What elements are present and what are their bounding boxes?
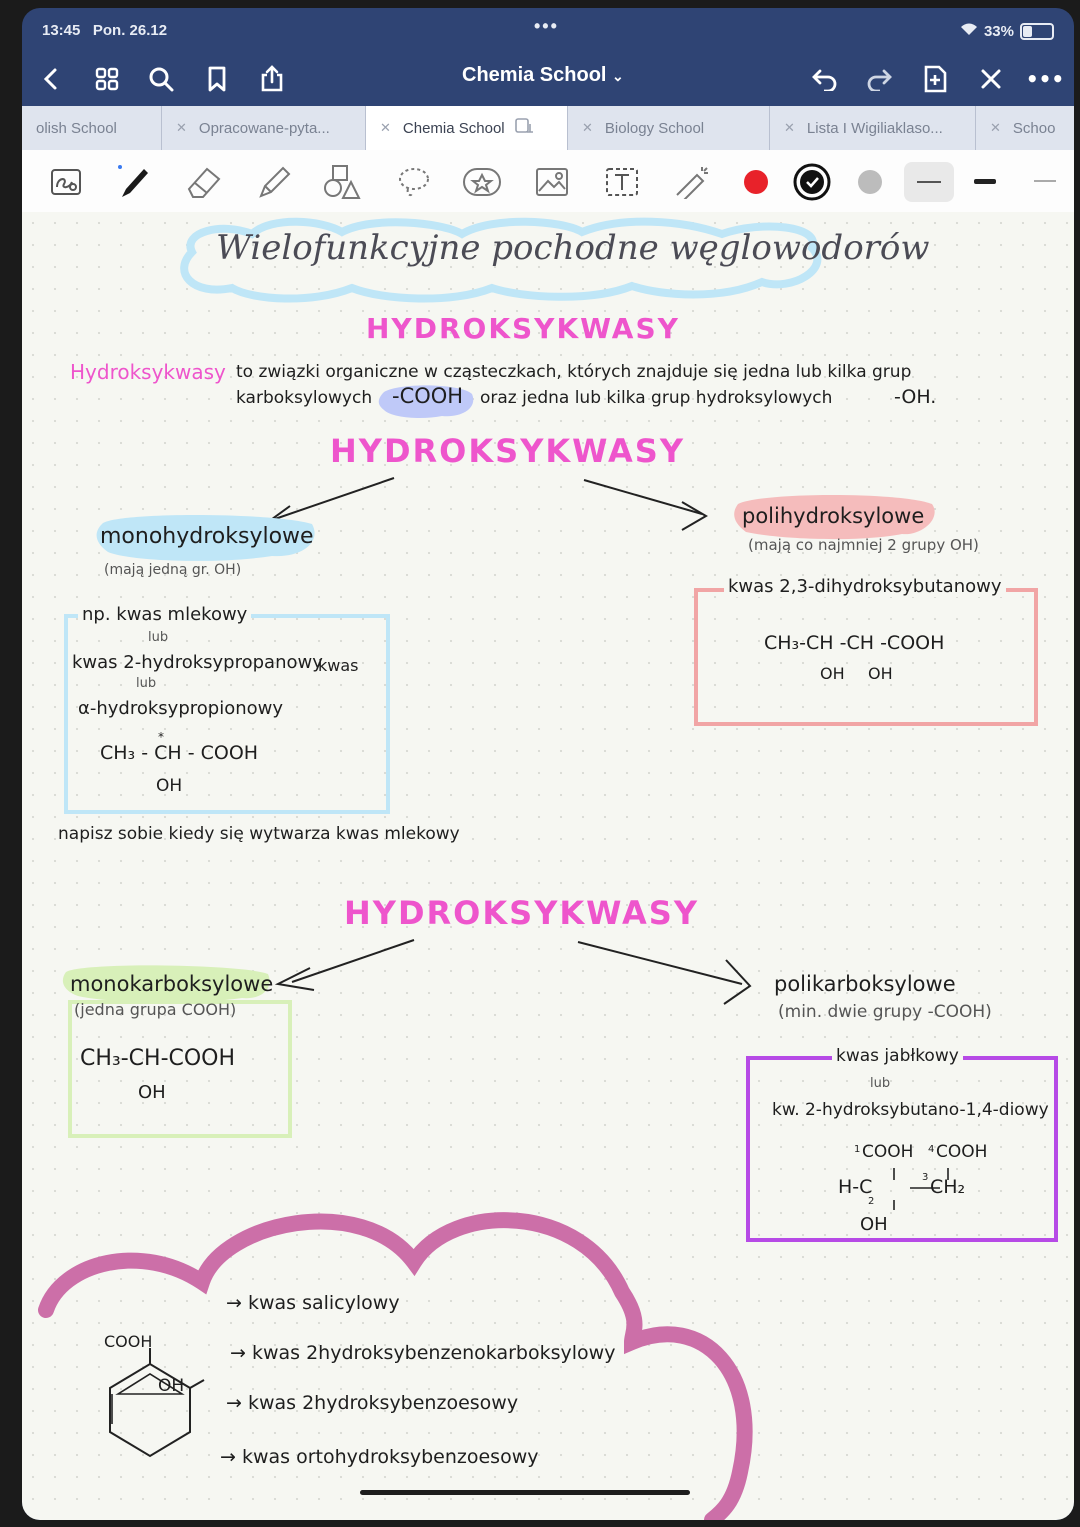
undo-icon[interactable] — [808, 62, 842, 96]
tab-close-icon[interactable]: ✕ — [176, 120, 187, 135]
blue-box-line-1: np. kwas mlekowy — [78, 604, 251, 625]
shapes-icon[interactable] — [322, 162, 362, 202]
tab-lista-wigilia[interactable]: ✕ Lista I Wigiliaklaso... — [770, 106, 976, 150]
arrow-right-head — [682, 502, 706, 530]
text-icon[interactable] — [602, 162, 642, 202]
nav-bar — [22, 50, 1074, 108]
color-gray-swatch[interactable] — [850, 162, 890, 202]
salicyl-name-4: → kwas ortohydroksybenzoesowy — [220, 1446, 539, 1468]
malic-c1-number: 1 — [854, 1144, 861, 1155]
notebook-title[interactable]: Chemia School ⌄ — [462, 64, 624, 86]
heading-hydroksykwasy-2: HYDROKSYKWASY — [330, 432, 686, 470]
salicyl-name-3: → kwas 2hydroksybenzoesowy — [226, 1392, 519, 1414]
lactic-formula: CH₃ - CH - COOH — [100, 742, 259, 764]
red-box-line-1: kwas 2,3-dihydroksybutanowy — [724, 576, 1006, 597]
status-time: 13:45 Pon. 26.12 — [42, 22, 168, 39]
wifi-icon — [960, 22, 978, 40]
blue-box-line-3b: kwas — [318, 656, 359, 675]
malic-ch2: CH₂ — [930, 1176, 966, 1198]
battery-percent: 33% — [983, 22, 1014, 40]
tab-close-icon[interactable]: ✕ — [784, 120, 795, 135]
malic-hc: H-C — [838, 1176, 873, 1198]
malic-c4-number: 4 — [928, 1144, 935, 1155]
note-page[interactable] — [22, 212, 1074, 1520]
tab-school-more[interactable]: ✕ Schoo — [990, 119, 1056, 137]
blue-box-line-3: kwas 2-hydroksypropanowy — [72, 652, 323, 673]
bookmark-icon[interactable] — [200, 62, 234, 96]
definition-cooh: -COOH — [392, 384, 464, 408]
image-icon[interactable] — [532, 162, 572, 202]
arrow-left-2-head — [278, 968, 314, 990]
salicyl-name-1: → kwas salicylowy — [226, 1292, 400, 1314]
multitask-dots[interactable]: ••• — [534, 16, 559, 36]
split-view-icon[interactable] — [515, 118, 533, 138]
arrow-right — [584, 480, 702, 514]
poli-sub: (mają co najmniej 2 grupy OH) — [748, 536, 979, 554]
note-drawings — [22, 212, 1074, 1520]
blue-box-line-5: α-hydroksypropionowy — [78, 698, 283, 719]
tab-close-icon[interactable]: ✕ — [990, 120, 1001, 135]
laser-icon[interactable] — [672, 162, 712, 202]
lasso-image-icon[interactable] — [46, 162, 86, 202]
monok-formula: CH₃-CH-COOH — [80, 1046, 236, 1071]
heading-hydroksykwasy-1: HYDROKSYKWASY — [366, 312, 680, 345]
purple-box-line-3: kw. 2-hydroksybutano-1,4-diowy — [772, 1100, 1049, 1120]
definition-line-2a: karboksylowych — [236, 388, 373, 408]
highlighter-icon[interactable] — [254, 162, 294, 202]
definition-term: Hydroksykwasy — [70, 360, 226, 384]
home-indicator[interactable] — [360, 1490, 690, 1495]
tab-close-icon[interactable]: ✕ — [582, 120, 593, 135]
tab-opracowane[interactable]: ✕ Opracowane-pyta... — [162, 106, 366, 150]
mono-label: monohydroksylowe — [100, 524, 314, 549]
salicyl-cloud — [46, 1220, 745, 1520]
tab-english-school[interactable]: olish School — [22, 106, 162, 150]
color-black-swatch[interactable] — [792, 162, 832, 202]
definition-line-2b: oraz jedna lub kilka grup hydroksylowych — [480, 388, 833, 408]
red-box — [696, 590, 1036, 724]
battery-group — [960, 22, 1054, 40]
chiral-star: * — [158, 730, 164, 744]
mono-sub: (mają jedną gr. OH) — [104, 562, 242, 578]
salicyl-oh: OH — [158, 1376, 185, 1396]
share-icon[interactable] — [255, 62, 289, 96]
more-icon[interactable]: ••• — [1025, 67, 1065, 91]
tartaric-oh-2: OH — [868, 664, 893, 683]
search-icon[interactable] — [144, 62, 178, 96]
stroke-medium-option[interactable] — [966, 162, 1006, 202]
polik-sub: (min. dwie grupy -COOH) — [778, 1002, 992, 1022]
tab-close-icon[interactable]: ✕ — [380, 120, 391, 135]
monok-label: monokarboksylowe — [70, 972, 274, 996]
poli-label: polihydroksylowe — [742, 504, 925, 528]
tab-biology-school[interactable]: ✕ Biology School — [568, 106, 770, 150]
lasso-icon[interactable] — [394, 162, 434, 202]
note-line: napisz sobie kiedy się wytwarza kwas mlekowy — [58, 824, 460, 844]
tartaric-oh-1: OH — [820, 664, 845, 683]
blue-box-or-1: lub — [148, 630, 169, 645]
battery-icon — [1020, 23, 1054, 40]
stroke-thin-option[interactable] — [904, 162, 954, 202]
lactic-oh: OH — [156, 776, 183, 796]
close-icon[interactable] — [974, 62, 1008, 96]
heading-hydroksykwasy-3: HYDROKSYKWASY — [344, 894, 700, 932]
grid-icon[interactable] — [90, 62, 124, 96]
drawing-toolbar — [22, 150, 1074, 213]
monok-oh: OH — [138, 1082, 166, 1103]
purple-box-or: lub — [870, 1076, 891, 1091]
note-title: Wielofunkcyjne pochodne węglowodorów — [216, 228, 930, 268]
ipad-screen — [22, 8, 1074, 1520]
salicyl-cooh: COOH — [104, 1332, 153, 1351]
sticker-icon[interactable] — [462, 162, 502, 202]
malic-c3-number: 3 — [922, 1172, 929, 1183]
malic-c2-number: 2 — [868, 1196, 875, 1207]
stroke-thick-option[interactable] — [1026, 162, 1066, 202]
add-page-icon[interactable] — [918, 62, 952, 96]
chevron-left-icon[interactable] — [34, 62, 68, 96]
arrow-right-2 — [578, 942, 742, 984]
color-red-swatch[interactable] — [736, 162, 776, 202]
tab-chemia-school[interactable]: ✕ Chemia School — [366, 106, 568, 150]
malic-c4: COOH — [936, 1142, 988, 1162]
redo-icon[interactable] — [862, 62, 896, 96]
definition-oh: -OH. — [894, 386, 937, 408]
arrow-left-2 — [292, 940, 414, 982]
malic-c1: COOH — [862, 1142, 914, 1162]
tab-bar — [22, 106, 1074, 150]
status-bar — [22, 8, 1074, 50]
pen-icon[interactable] — [114, 162, 154, 202]
monok-sub: (jedna grupa COOH) — [74, 1000, 237, 1019]
eraser-icon[interactable] — [184, 162, 224, 202]
chevron-down-icon: ⌄ — [612, 68, 624, 84]
definition-line-1: to związki organiczne w cząsteczkach, których znajduje się jedna lub kilka grup — [236, 362, 912, 382]
battery-fill — [1023, 26, 1032, 37]
malic-oh: OH — [860, 1214, 888, 1235]
tartaric-formula: CH₃-CH -CH -COOH — [764, 632, 945, 654]
salicyl-name-2: → kwas 2hydroksybenzenokarboksylowy — [230, 1342, 616, 1364]
purple-box-line-1: kwas jabłkowy — [832, 1046, 963, 1066]
arrow-left — [272, 478, 394, 520]
blue-box-or-2: lub — [136, 676, 157, 691]
polik-label: polikarboksylowe — [774, 972, 956, 996]
